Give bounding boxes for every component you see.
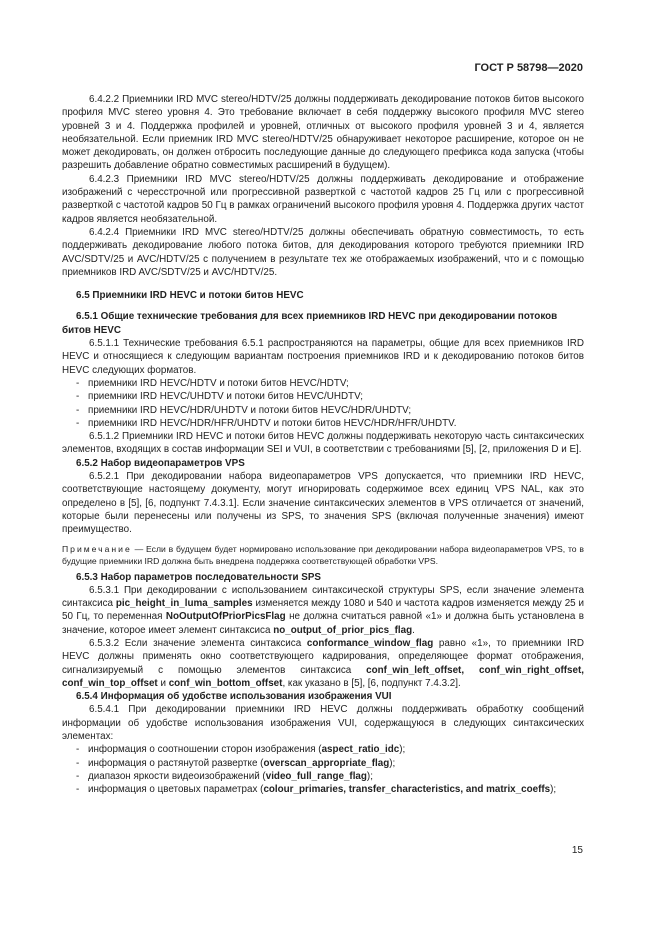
paragraph-6-5-1-2: 6.5.1.2 Приемники IRD HEVC и потоки битов HEVC должны поддерживать некоторую часть синтаксических элементов, входящих в состав информации SEI и VUI, в соответствии с требованиями [5], [2, приложения D и E]. (62, 431, 584, 456)
list-vui-elements (62, 743, 584, 796)
section-heading-6-5-4: 6.5.4 Информация об удобстве использования изображения VUI (76, 691, 392, 703)
note-text: — Если в будущем будет нормировано использование при декодировании набора видеопараметров VPS, то в будущие приемники IRD должна быть внедрена поддержка соответствующей обработки VPS. (62, 543, 584, 566)
section-heading-6-5-3: 6.5.3 Набор параметров последовательности SPS (76, 571, 321, 583)
list-item: - приемники IRD HEVC/HDR/HFR/UHDTV и потоки битов HEVC/HDR/HFR/UHDTV. (76, 417, 457, 429)
section-heading-6-5-1: 6.5.1 Общие технические требования для всех приемников IRD HEVC при декодировании потоков битов HEVC (62, 311, 558, 336)
paragraph-6-4-2-3: 6.4.2.3 Приемники IRD MVC stereo/HDTV/25 должны поддерживать декодирование и отображение изображений с чересстрочной или прогрессивной разверткой с частотой кадров 25 Гц или с прогрессивной разверткой с частотой кадров 50 Гц в рамках ограничений высокого профиля уровня 4. Поддержка других частот кадров является необязательной. (62, 173, 584, 225)
paragraph-6-4-2-4: 6.4.2.4 Приемники IRD MVC stereo/HDTV/25 должны обеспечивать обратную совместимость, то есть поддерживать декодирование любого потока битов, для декодирования которого требуются приемники IRD AVC/SDTV/25 и AVC/HDTV/25 с получением в результате тех же отображаемых изображений, что и с помощью приемников IRD AVC/SDTV/25 и AVC/HDTV/25. (62, 226, 584, 278)
note-label: Примечание (62, 543, 132, 554)
paragraph-6-5-1-1: 6.5.1.1 Технические требования 6.5.1 распространяются на параметры, общие для всех приемников IRD HEVC и относящиеся к следующим вариантам построения приемников IRD и к декодированию потоков битов HEVC следующих форматов. (62, 338, 584, 376)
list-item: - диапазон яркости видеоизображений (video_full_range_flag); (76, 770, 373, 782)
document-body (62, 93, 584, 797)
list-item: - информация о цветовых параметрах (colour_primaries, transfer_characteristics, and matrix_coeffs); (76, 784, 557, 796)
paragraph-6-5-3-2: 6.5.3.2 Если значение элемента синтаксиса conformance_window_flag равно «1», то приемники IRD HEVC должны применять окно соответствующего кадрирования, определяющее формат отображения, сигнализируемый с помощью элементов синтаксиса conf_win_left_offset, conf_win_right_offset, conf_win_top_offset и conf_win_bottom_offset, как указано в [5], [6, подпункт 7.4.3.2]. (62, 637, 584, 689)
list-receivers (62, 377, 584, 430)
page-number: 15 (571, 845, 583, 856)
section-heading-6-5: 6.5 Приемники IRD HEVC и потоки битов HEVC (76, 290, 304, 302)
paragraph-6-5-2-1: 6.5.2.1 При декодировании набора видеопараметров VPS допускается, что приемники IRD HEVC, соответствующие настоящему документу, могут игнорировать содержимое всех единиц VPS NAL, как это определено в [5], [6, подпункт 7.4.3.1]. Если значение синтаксических элементов в VPS отличается от значений, которые были перенесены или получены из SPS, то значения SPS (включая полученные значения) имеют преимущество. (62, 471, 584, 536)
list-item: - приемники IRD HEVC/UHDTV и потоки битов HEVC/UHDTV; (76, 391, 363, 403)
section-heading-6-5-2: 6.5.2 Набор видеопараметров VPS (76, 457, 245, 469)
standard-header: ГОСТ Р 58798—2020 (474, 62, 583, 74)
list-item: - приемники IRD HEVC/HDTV и потоки битов HEVC/HDTV; (76, 377, 349, 389)
note (62, 543, 584, 567)
list-item: - приемники IRD HEVC/HDR/UHDTV и потоки битов HEVC/HDR/UHDTV; (76, 404, 412, 416)
paragraph-6-5-3-1: 6.5.3.1 При декодировании с использованием синтаксической структуры SPS, если значение элемента синтаксиса pic_height_in_luma_samples изменяется между 1080 и 540 и частота кадров изменяется между 25 и 50 Гц, то переменная NoOutputOfPriorPicsFlag не должна считаться равной «1» и должна быть установлена в значение, которое имеет элемент синтаксиса no_output_of_prior_pics_flag. (62, 584, 585, 636)
paragraph-6-4-2-2: 6.4.2.2 Приемники IRD MVC stereo/HDTV/25 должны поддерживать декодирование потоков битов высокого профиля MVC stereo уровня 4. Это требование включает в себя поддержку высокого профиля MVC stereo уровней 3 и 4. Поддержка профилей и уровней, отличных от высокого профиля уровней 3 и 4, является необязательной. Если приемник IRD MVC stereo/HDTV/25 обнаруживает некоторое расширение, которое он не может декодировать, он должен отбросить последующие данные до следующего префикса кода запуска (чтобы разрешить добавление обратно совместимых расширений в будущем). (62, 94, 584, 172)
paragraph-6-5-4-1: 6.5.4.1 При декодировании приемники IRD HEVC должны поддерживать обработку сообщений информации об удобстве использования изображения VUI, содержащуюся в следующих синтаксических элементах: (62, 704, 584, 743)
list-item: - информация о соотношении сторон изображения (aspect_ratio_idc); (76, 744, 406, 756)
list-item: - информация о растянутой развертке (overscan_appropriate_flag); (76, 757, 396, 769)
